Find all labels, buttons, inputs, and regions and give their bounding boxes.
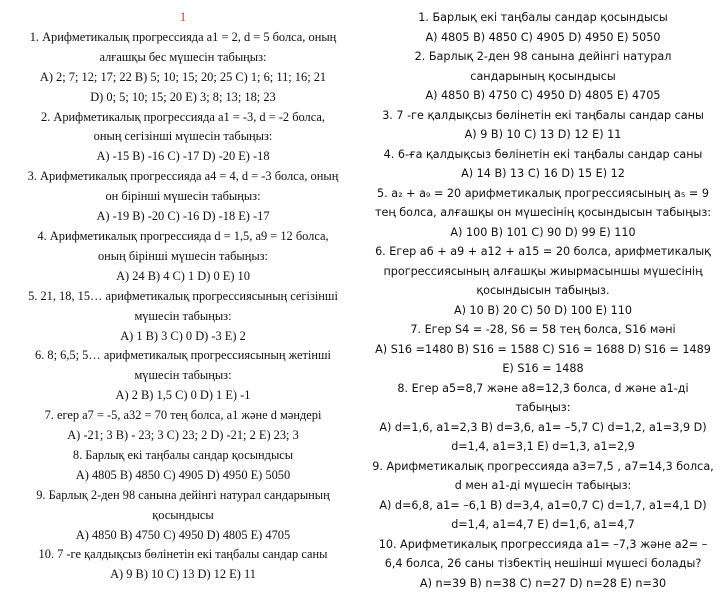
left-line: 8. Барлық екі таңбалы сандар қосындысы xyxy=(2,446,364,466)
right-line: A) S16 =1480 B) S16 = 1588 C) S16 = 1688 D) S16 = 1489 xyxy=(368,340,718,360)
right-line: A) 4805 B) 4850 C) 4905 D) 4950 E) 5050 xyxy=(368,28,718,48)
left-line: 2. Арифметикалық прогрессияда a1 = -3, d = -2 болса, xyxy=(2,108,364,128)
left-line: 10. 7 -ге қалдықсыз бөлінетін екі таңбалы сандар саны xyxy=(2,545,364,565)
left-line: A) -15 B) -16 C) -17 D) -20 E) -18 xyxy=(2,147,364,167)
left-line: A) 4805 B) 4850 C) 4905 D) 4950 E) 5050 xyxy=(2,466,364,486)
left-line: A) -21; 3 B) - 23; 3 C) 23; 2 D) -21; 2 E) 23; 3 xyxy=(2,426,364,446)
left-column xyxy=(2,8,364,585)
right-line: 6,4 болса, 26 саны тізбектің нешінші мүшесі болады? xyxy=(368,554,718,574)
left-heading: 1 xyxy=(2,8,364,28)
left-line: 6. 8; 6,5; 5… арифметикалық прогрессиясының жетінші xyxy=(2,346,364,366)
right-line: 2. Барлық 2-ден 98 санына дейінгі натурал xyxy=(368,47,718,67)
left-line: D) 0; 5; 10; 15; 20 E) 3; 8; 13; 18; 23 xyxy=(2,88,364,108)
right-line: E) S16 = 1488 xyxy=(368,359,718,379)
left-line: оның сегізінші мүшесін табыңыз: xyxy=(2,127,364,147)
right-line: 7. Егер S4 = -28, S6 = 58 тең болса, S16 мәні xyxy=(368,320,718,340)
left-line: 5. 21, 18, 15… арифметикалық прогрессиясының сегізінші xyxy=(2,287,364,307)
right-line: сандарының қосындысы xyxy=(368,67,718,87)
right-line: 8. Егер a5=8,7 және a8=12,3 болса, d және a1-ді xyxy=(368,379,718,399)
right-line: A) d=6,8, a1= –6,1 B) d=3,4, a1=0,7 C) d=1,7, a1=4,1 D) xyxy=(368,496,718,516)
left-line: 9. Барлық 2-ден 98 санына дейінгі натурал сандарының xyxy=(2,486,364,506)
left-line: A) -19 B) -20 C) -16 D) -18 E) -17 xyxy=(2,207,364,227)
left-line: қосындысы xyxy=(2,506,364,526)
left-line: оның бірінші мүшесін табыңыз: xyxy=(2,247,364,267)
right-line: 5. a₂ + a₉ = 20 арифметикалық прогрессиясының a₅ = 9 xyxy=(368,184,718,204)
right-line: A) 4850 B) 4750 C) 4950 D) 4805 E) 4705 xyxy=(368,86,718,106)
right-line: d мен a1-ді мүшесін табыңыз: xyxy=(368,476,718,496)
right-line: тең болса, алғашқы он мүшесінің қосындысын табыңыз: xyxy=(368,203,718,223)
left-line: 4. Арифметикалық прогрессияда d = 1,5, a9 = 12 болса, xyxy=(2,227,364,247)
left-line: A) 2; 7; 12; 17; 22 B) 5; 10; 15; 20; 25 C) 1; 6; 11; 16; 21 xyxy=(2,68,364,88)
right-line: A) 14 B) 13 C) 16 D) 15 E) 12 xyxy=(368,164,718,184)
left-line: A) 1 B) 3 C) 0 D) -3 E) 2 xyxy=(2,327,364,347)
right-line: d=1,4, a1=3,1 E) d=1,3, a1=2,9 xyxy=(368,437,718,457)
right-line: A) d=1,6, a1=2,3 B) d=3,6, a1= –5,7 C) d=1,2, a1=3,9 D) xyxy=(368,418,718,438)
right-line: d=1,4, a1=4,7 E) d=1,6, a1=4,7 xyxy=(368,515,718,535)
right-line: 6. Егер a6 + a9 + a12 + a15 = 20 болса, арифметикалық xyxy=(368,242,718,262)
left-line: 3. Арифметикалық прогрессияда a4 = 4, d = -3 болса, оның xyxy=(2,167,364,187)
right-line: 10. Арифметикалық прогрессияда a1= –7,3 және a2= – xyxy=(368,535,718,555)
right-column xyxy=(368,8,718,593)
left-line: мүшесін табыңыз: xyxy=(2,366,364,386)
left-line: 7. егер a7 = -5, a32 = 70 тең болса, a1 және d мәндері xyxy=(2,406,364,426)
left-line: A) 2 B) 1,5 C) 0 D) 1 E) -1 xyxy=(2,386,364,406)
left-line: A) 9 B) 10 C) 13 D) 12 E) 11 xyxy=(2,565,364,585)
right-line: 3. 7 -ге қалдықсыз бөлінетін екі таңбалы сандар саны xyxy=(368,106,718,126)
right-line: 9. Арифметикалық прогрессияда a3=7,5 , a7=14,3 болса, xyxy=(368,457,718,477)
left-line: 1. Арифметикалық прогрессияда a1 = 2, d = 5 болса, оның xyxy=(2,28,364,48)
left-line: он бірінші мүшесін табыңыз: xyxy=(2,187,364,207)
right-line: қосындысын табыңыз. xyxy=(368,281,718,301)
left-line: алғашқы бес мүшесін табыңыз: xyxy=(2,48,364,68)
right-line: A) 100 B) 101 C) 90 D) 99 E) 110 xyxy=(368,223,718,243)
right-line: табыңыз: xyxy=(368,398,718,418)
left-line: мүшесін табыңыз: xyxy=(2,307,364,327)
right-line: прогрессиясының алғашқы жиырмасыншы мүшесінің xyxy=(368,262,718,282)
left-line: A) 4850 B) 4750 C) 4950 D) 4805 E) 4705 xyxy=(2,526,364,546)
right-line: 1. Барлық екі таңбалы сандар қосындысы xyxy=(368,8,718,28)
right-line: A) n=39 B) n=38 C) n=27 D) n=28 E) n=30 xyxy=(368,574,718,593)
right-line: 4. 6-ға қалдықсыз бөлінетін екі таңбалы сандар саны xyxy=(368,145,718,165)
left-line: A) 24 B) 4 C) 1 D) 0 E) 10 xyxy=(2,267,364,287)
right-line: A) 10 B) 20 C) 50 D) 100 E) 110 xyxy=(368,301,718,321)
right-line: A) 9 B) 10 C) 13 D) 12 E) 11 xyxy=(368,125,718,145)
